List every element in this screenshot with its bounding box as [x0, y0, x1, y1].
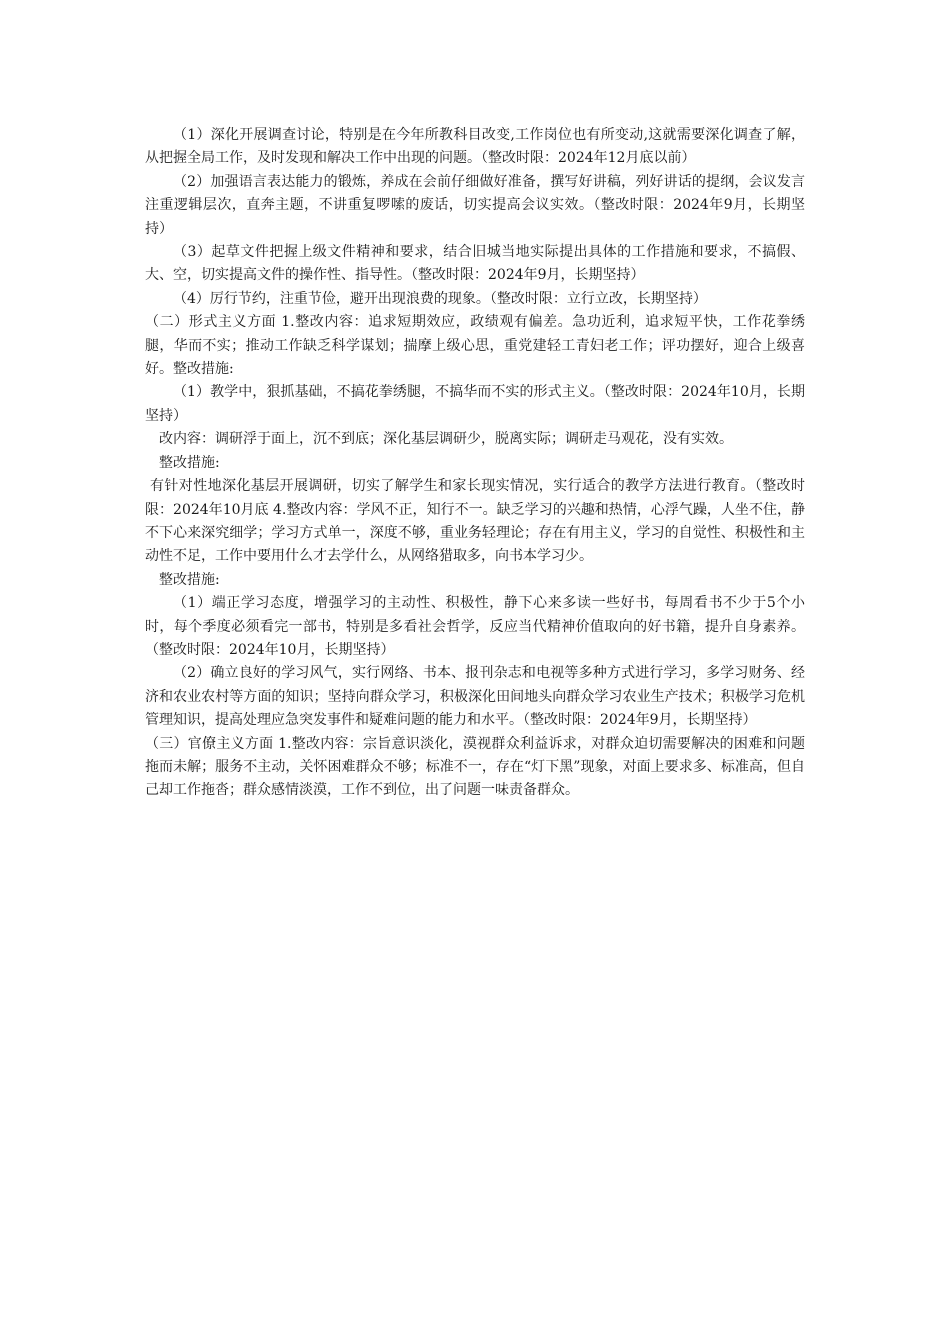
- paragraph-2: （2）加强语言表达能力的锻炼，养成在会前仔细做好准备，撰写好讲稿，列好讲话的提纲，会议发言注重逻辑层次，直奔主题，不讲重复啰嗦的废话，切实提高会议实效。（整改时限：2024年9月，长期坚持）: [145, 173, 805, 237]
- section-heading-formalism: （二）形式主义方面 1.整改内容：追求短期效应，政绩观有偏差。急功近利，追求短平快，工作花拳绣腿，华而不实；推动工作缺乏科学谋划；揣摩上级心思，重党建轻工青妇老工作；评功摆好，迎合上级喜好。整改措施:: [145, 314, 805, 378]
- measures-label-1: 整改措施:: [159, 454, 220, 471]
- paragraph-5: （1）教学中，狠抓基础，不搞花拳绣腿，不搞华而不实的形式主义。（整改时限：2024年10月，长期坚持）: [145, 384, 805, 424]
- paragraph-9: （2）确立良好的学习风气，实行网络、书本、报刊杂志和电视等多种方式进行学习，多学习财务、经济和农业农村等方面的知识；坚持向群众学习，积极深化田间地头向群众学习农业生产技术；积极学习危机管理知识，提高处理应急突发事件和疑难问题的能力和水平。（整改时限：2024年9月，长期坚持）: [145, 665, 805, 729]
- paragraph-1: （1）深化开展调查讨论，特别是在今年所教科目改变,工作岗位也有所变动,这就需要深化调查了解，从把握全局工作，及时发现和解决工作中出现的问题。（整改时限：2024年12月底以前）: [145, 127, 805, 167]
- section-heading-bureaucratism: （三）官僚主义方面 1.整改内容：宗旨意识淡化，漠视群众利益诉求，对群众迫切需要解决的困难和问题拖而未解；服务不主动，关怀困难群众不够；标准不一，存在“灯下黑”现象，对面上要求多、标准高，但自己却工作拖沓；群众感情淡漠，工作不到位，出了问题一味责备群众。: [145, 735, 805, 799]
- paragraph-6: 改内容：调研浮于面上，沉不到底；深化基层调研少，脱离实际；调研走马观花，没有实效。: [159, 431, 733, 448]
- paragraph-4: （4）厉行节约，注重节俭，避开出现浪费的现象。（整改时限：立行立改，长期坚持）: [173, 290, 707, 307]
- paragraph-7: 有针对性地深化基层开展调研，切实了解学生和家长现实情况，实行适合的教学方法进行教育。（整改时限：2024年10月底 4.整改内容：学风不正，知行不一。缺乏学习的兴趣和热情，心浮气躁，人坐不住，静不下心来深究细学；学习方式单一，深度不够，重业务轻理论；存在有用主义，学习的自觉性、积极性和主动性不足，工作中要用什么才去学什么，从网络猎取多，向书本学习少。: [145, 478, 805, 565]
- paragraph-3: （3）起草文件把握上级文件精神和要求，结合旧城当地实际提出具体的工作措施和要求，不搞假、大、空，切实提高文件的操作性、指导性。（整改时限：2024年9月，长期坚持）: [145, 244, 805, 284]
- paragraph-8: （1）端正学习态度，增强学习的主动性、积极性，静下心来多读一些好书，每周看书不少于5个小时，每个季度必须看完一部书，特别是多看社会哲学，反应当代精神价值取向的好书籍，提升自身素养。（整改时限：2024年10月，长期坚持）: [145, 595, 805, 658]
- measures-label-2: 整改措施:: [159, 571, 220, 588]
- document-body: [145, 124, 805, 803]
